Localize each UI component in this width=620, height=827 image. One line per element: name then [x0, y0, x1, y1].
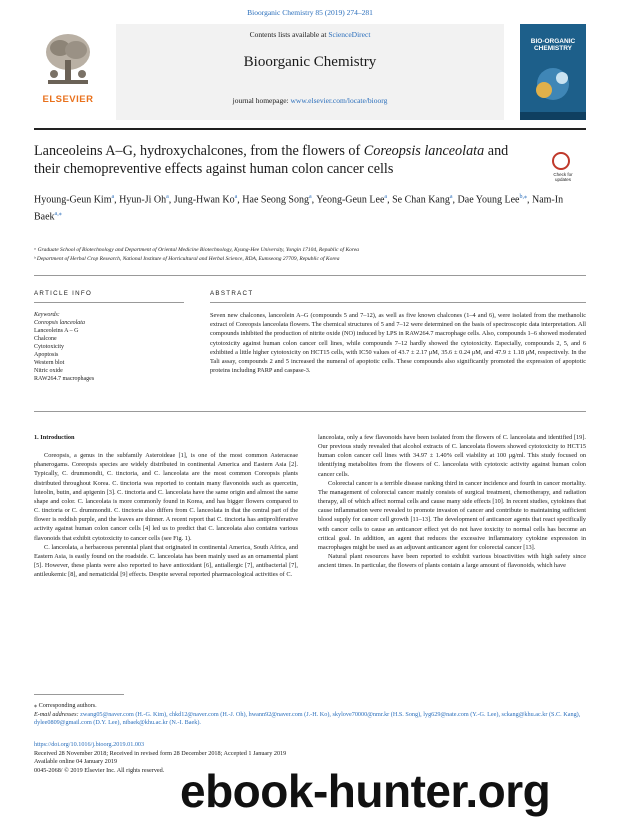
header-rule	[34, 128, 586, 130]
keyword-item: Lanceoleins A – G	[34, 328, 79, 334]
abstract-rule	[210, 302, 586, 303]
author-name[interactable]: Yeong-Geun Lee	[316, 194, 385, 206]
check-updates-icon	[552, 152, 570, 170]
abstract-text: Seven new chalcones, lanceolein A–G (compounds 5 and 7–12), as well as five known chalcones (1–4 and 6), were isolated from the methanolic extract of Coreopsis lanceolata flowers. The chemical structures of 5 and 7–12 were determined on the basis of spectroscopic data interpretation. All compounds inhibited the production of nitrite oxide (NO) induced by LPS in RAW264.7 macrophage cells. Also, compounds 1–6 showed moderated cytotoxicity against human colon cancer cell lines, while compounds 7–12 hardly showed the cytotoxicity. Especially, compounds 2, 5, and 6 exhibited a little higher cytotoxicity on HCT15 cells, with IC50 values of 43.7 ± 2.17 μM, 35.6 ± 0.24 μM, and 47.9 ± 1.18 μM, respectively. In the Tali assay, compounds 2 and 5 increased the numeral of apoptotic cells. These compounds also significantly promoted the expression of apoptotic proteins including PARP and caspase-3.	[210, 312, 586, 375]
body-column-left	[34, 433, 298, 579]
journal-cover[interactable]	[520, 24, 586, 120]
copyright: 0045-2068/ © 2019 Elsevier Inc. All rights reserved.	[34, 766, 165, 774]
masthead	[116, 24, 504, 120]
abstract-bottom-rule	[34, 411, 586, 412]
journal-header	[34, 24, 586, 124]
section-rule	[34, 275, 586, 276]
body-paragraph: lanceolata, only a few flavonoids have been isolated from the flowers of C. lanceolata and identified [19]. Our previous study revealed that alcohol extracts of C. lanceolata flowers showed cytotoxicity to HCT15 human colon cancer cell lines with 34.97 ± 1.40% cell viability at 100 μg/ml. This study focused on identifying metabolites from the flowers of C. lanceolata with cytotoxic activity against human colon cancer cells.	[318, 434, 586, 478]
section-heading-introduction: 1. Introduction	[34, 434, 75, 441]
body-column-right	[318, 433, 586, 570]
contents-line	[116, 30, 504, 39]
title-part-1: Lanceoleins A–G, hydroxychalcones, from the flowers of	[34, 143, 364, 159]
author-name[interactable]: Hae Seong Song	[242, 194, 309, 206]
contents-prefix: Contents lists available at	[249, 30, 329, 39]
affiliation-a: ᵃ Graduate School of Biotechnology and Department of Oriental Medicine Biotechnology, Kyung-Hee University, Yongin 17104, Republic of Korea	[34, 247, 360, 253]
available-online: Available online 04 January 2019	[34, 758, 118, 765]
keyword-item: Apoptosis	[34, 352, 59, 358]
author-name[interactable]: Dae Young Lee	[457, 194, 520, 206]
keywords-list	[34, 319, 184, 383]
keyword-item: Coreopsis lanceolata	[34, 320, 85, 326]
homepage-prefix: journal homepage:	[232, 96, 291, 105]
author-affiliation-marker[interactable]: b,⁎	[519, 194, 527, 200]
author-name[interactable]: Hyoung-Geun Kim	[34, 194, 112, 206]
journal-citation[interactable]: Bioorganic Chemistry 85 (2019) 274–281	[247, 8, 373, 17]
keyword-item: Chalcone	[34, 336, 57, 342]
author-affiliation-marker[interactable]: a	[449, 194, 453, 200]
keyword-item: RAW264.7 macrophages	[34, 376, 95, 382]
received-dates: Received 28 November 2018; Received in revised form 28 December 2018; Accepted 1 January 2019	[34, 749, 287, 757]
keyword-item: Western blot	[34, 360, 65, 366]
footnote	[34, 702, 586, 728]
keyword-item: Cytotoxicity	[34, 344, 64, 350]
article-title	[34, 142, 534, 178]
elsevier-logo[interactable]	[34, 28, 102, 112]
homepage-link[interactable]: www.elsevier.com/locate/bioorg	[290, 96, 388, 105]
author-affiliation-marker[interactable]: a	[111, 194, 115, 200]
author-affiliation-marker[interactable]: a	[234, 194, 238, 200]
emails-label: E-mail addresses:	[34, 710, 79, 718]
doi-link[interactable]: https://doi.org/10.1016/j.bioorg.2019.01.003	[34, 741, 145, 748]
author-name[interactable]: Hyun-Ji Oh	[119, 194, 167, 206]
keywords-block	[34, 311, 184, 383]
author-name[interactable]: Nam-In Baek	[34, 194, 564, 223]
article-info-heading: ARTICLE INFO	[34, 290, 93, 297]
elsevier-wordmark: ELSEVIER	[42, 94, 94, 105]
body-paragraph: Natural plant resources have been reported to exhibit various bioactivities with high safety since ancient times. In particular, the flowers of plants contain a large amount of flavonoids, which have	[318, 553, 586, 570]
cover-art	[520, 24, 586, 120]
watermark: ebook-hunter.org	[180, 765, 551, 817]
author-affiliation-marker[interactable]: a	[384, 194, 388, 200]
body-paragraph: Colorectal cancer is a terrible disease ranking third in cancer incidence and fourth in cancer mortality. The management of colorectal cancer mainly consists of surgical treatment, chemotherapy, and radiation therapy, all of which affect normal cells and cause many side effects [10]. In recent studies, cytokines that cause inflammation were revealed to promote invasion of cancer and contribute to maintaining sufficient blood supply for cancer cell growth [11–13]. The development of anticancer agents that react specifically with cancer cells to cause an anticancer effect yet do not have toxicity to normal cells has become an critical goal. In addition, an agent that reduces the excessive inflammatory cytokine expression in macrophages might be used as an adjuvant anticancer agent for colorectal cancer [13].	[318, 479, 586, 551]
title-part-2: and their chemopreventive effects against human colon cancer cells	[34, 143, 509, 177]
check-for-updates-badge[interactable]	[548, 152, 578, 188]
journal-name: Bioorganic Chemistry	[243, 54, 377, 70]
body-paragraph: Coreopsis, a genus in the subfamily Asteroideae [1], is one of the most common Asteraceae phanerogams. Coreopsis species are widely distributed in continental America and Eastern Asia [2]. Typically, C. drummondii, C. tinctoria, and C. lanceolata are the most common Coreopsis plants distributed throughout Korea. C. tinctoria was reported to contain many flavonoids such as quercetin, luteolin, butin, and apigenin [3]. C. tinctoria and C. lanceolata have the same origin and almost the same shape and color. C. lanceolata is more commonly found in Korea, and has bigger flowers compared to C. tinctoria or C. drummondii. C. tinctoria also differs from C. lanceolata in that the central part of the flower is reddish purple, and the leaves are thinner. A recent report that C. tinctoria has antiproliferative activity against human colon cancer cells [4] led us to predict that C. lanceolata also contains various flavonoids that exhibit cytotoxicity to cancer cells (see Fig. 1).	[34, 452, 298, 542]
author-affiliation-marker[interactable]: a,⁎	[54, 211, 62, 218]
cover-title: BIO-ORGANIC CHEMISTRY	[530, 38, 576, 53]
elsevier-tree-icon	[42, 30, 94, 88]
body-paragraph: C. lanceolata, a herbaceous perennial plant that originated in continental America, South Africa, and Eastern Asia, is easily found on the roadside. C. lanceolata has been mainly used as an ornamental plant [5]. However, these plants were also reported to have antioxidant [6], antiallergic [7], antibacterial [7], antileukemic [8], and nematicidal [9] effects. Despite several reported pharmacological activities of C.	[34, 543, 298, 579]
abstract-heading: ABSTRACT	[210, 290, 254, 297]
article-info-rule	[34, 302, 184, 303]
author-name[interactable]: Jung-Hwan Ko	[173, 194, 235, 206]
check-updates-label: Check for updates	[553, 172, 573, 182]
keywords-label: Keywords:	[34, 312, 60, 318]
homepage-line	[116, 96, 504, 105]
author-affiliation-marker[interactable]: a	[166, 194, 169, 200]
author-name[interactable]: Se Chan Kang	[392, 194, 450, 206]
email-line	[34, 711, 586, 728]
author-emails[interactable]: zwang05@naver.com (H.-G. Kim), chkd12@naver.com (H.-J. Oh), hwann92@naver.com (J.-H. Ko), skylove70000@nmr.kr (H.S. Song), lyg629@nate.com (Y.-G. Lee), sckang@khu.ac.kr (S.C. Kang), dylee0809@gmail.com (D.Y. Lee), nibaek@khu.ac.kr (N.-I. Baek).	[34, 710, 581, 726]
sciencedirect-link[interactable]: ScienceDirect	[328, 30, 371, 39]
keyword-item: Nitric oxide	[34, 368, 63, 374]
affiliation-b: ᵇ Department of Herbal Crop Research, National Institute of Horticultural and Herbal Science, RDA, Eumseong 27709, Republic of Korea	[34, 256, 340, 262]
author-affiliation-marker[interactable]: a	[308, 194, 312, 200]
footnote-rule	[34, 694, 124, 695]
author-list: Hyoung-Geun Kim$^a$, Hyun-Ji Oh$^a$, Jung-Hwan Ko$^a$, Hae Seong Song$^a$, Yeong-Geun Lee$^a$, Se Chan Kang$^a$, Dae Young Lee$^{b,⁎}$, Nam-In Baek$^{a,⁎}$	[34, 194, 564, 223]
corresponding-note: ⁎ Corresponding authors.	[34, 702, 97, 709]
title-species: Coreopsis lanceolata	[363, 143, 485, 159]
